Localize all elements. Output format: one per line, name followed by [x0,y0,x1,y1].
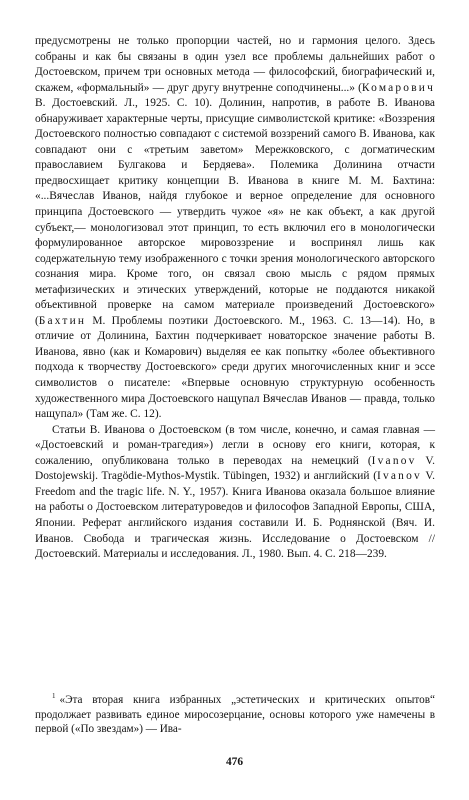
paragraph-1-part-2: В. Достоевский. Л., 1925. С. 10). Долинин, напротив, в работе В. Иванова обнаруживает характерные черты, присущие символистской критике: «Воззрения Достоевского полностью совпадают с системой воззрений самого В. Иванова, как совпадают они с «третьим заветом» Мережковского, с догматическим православием Булгакова и Бердяева». Полемика Долинина отчасти предвосхищает критику концепции В. Иванова в книге М. М. Бахтина: «...Вячеслав Иванов, найдя глубокое и верное определение для основного принципа Достоевского — утвердить чужое «я» не как объект, а как другой субъект,— монологизовал этот принцип, то есть включил его в монологически формулированное авторское мировоззрение и воспринял лишь как содержательную тему изображенного с точки зрения монологического авторского сознания мира. Кроме того, он связал свою мысль с рядом прямых метафизических и этических утверждений, которые не поддаются никакой объективной проверке на самом материале произведений Достоевского» ( [35,97,435,327]
paragraph-2-part-3: V. Freedom and the tragic life. N. Y., 1957). Книга Иванова оказала большое влияние на работы о Достоевском литературоведов и философов Западной Европы, США, Японии. Реферат английского издания составили И. Б. Роднянской (Вяч. И. Иванов. Свобода и трагическая жизнь. Исследование о Достоевском // Достоевский. Материалы и исследования. Л., 1980. Вып. 4. С. 218—239. [35,470,436,561]
main-text [35,34,435,563]
paragraph-2 [35,423,435,563]
footnote [35,693,435,737]
paragraph-1-part-1: предусмотрены не только пропорции частей, но и гармония целого. Здесь собраны и как бы связаны в один узел все проблемы дальнейших работ о Достоевском, причем три основных метода — философский, биографический и, скажем, «формальный» — друг другу внутренне соподчинены...» ( [35,35,435,94]
footnote-marker: 1 [52,692,56,701]
footnote-text: «Эта вторая книга избранных „эстетических и критических опытов“ продолжает развивать единое миросозерцание, основы которого уже намечены в первой («По звездам») — Ива- [35,694,435,735]
author-ivanov-2: Ivanov [377,470,422,483]
footnote-text-block [35,693,435,737]
page-number: 476 [225,756,244,768]
paragraph-1 [35,34,435,423]
paragraph-2-part-1: Статьи В. Иванова о Достоевском (в том числе, конечно, и самая главная — «Достоевский и роман-трагедия») легли в основу его книги, которая, к сожалению, опубликована только в переводах на немецкий ( [35,423,435,467]
author-komarovich: Комарович [361,81,435,94]
paragraph-1-part-3: М. Проблемы поэтики Достоевского. М., 1963. С. 13—14). Но, в отличие от Долинина, Бахтин подчеркивает новаторское значение работы В. Иванова, явно (как и Комарович) выделяя ее как попытку «более объективного подхода к творчеству Достоевского» среди других многочисленных книг и эссе символистов о писателе: «Впервые основную структурную особенность художественного мира Достоевского нащупал Вячеслав Иванов — правда, только нащупал» (Там же. С. 12). [35,314,435,421]
author-bakhtin: Бахтин [38,314,87,327]
paragraph-2-part-2: V. Dostojewskij. Tragödie-Mythos-Mystik. Tübingen, 1932) и английский ( [35,454,435,483]
author-ivanov-1: Ivanov [371,454,417,467]
